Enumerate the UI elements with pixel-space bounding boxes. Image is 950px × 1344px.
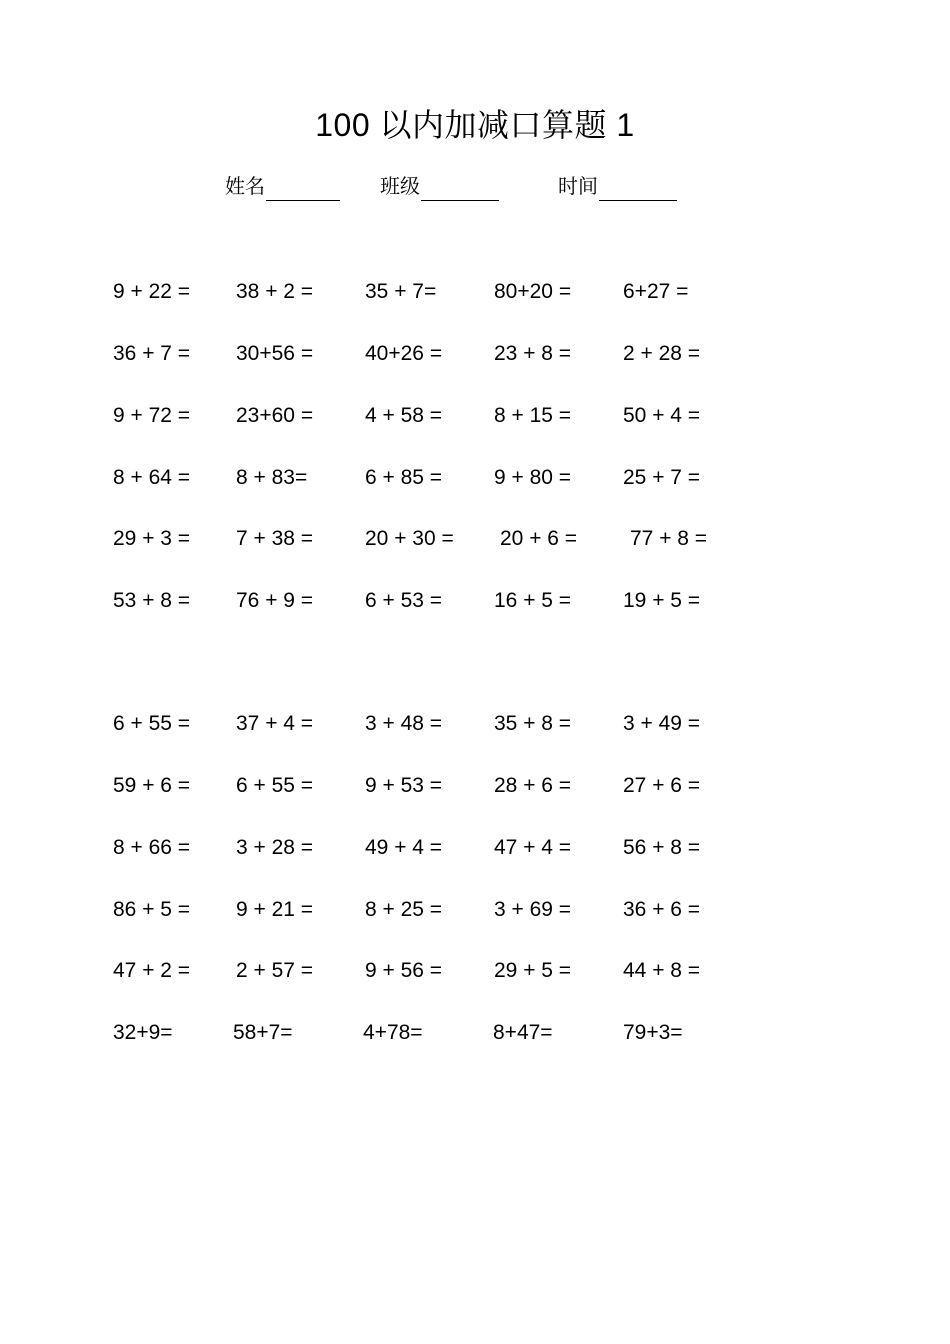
name-field bbox=[225, 168, 340, 204]
problem: 6 + 55 = bbox=[236, 774, 314, 797]
problem: 58+7= bbox=[233, 1021, 293, 1044]
problem: 6 + 55 = bbox=[113, 712, 191, 735]
problem: 19 + 5 = bbox=[623, 589, 701, 612]
problem: 59 + 6 = bbox=[113, 774, 191, 797]
time-field bbox=[558, 168, 677, 204]
name-blank-line[interactable] bbox=[266, 168, 340, 201]
problem: 47 + 2 = bbox=[113, 959, 191, 982]
problem: 40+26 = bbox=[365, 342, 443, 365]
problem: 80+20 = bbox=[494, 280, 572, 303]
problem: 23 + 8 = bbox=[494, 342, 572, 365]
problem: 3 + 48 = bbox=[365, 712, 443, 735]
problem: 30+56 = bbox=[236, 342, 314, 365]
class-blank-line[interactable] bbox=[421, 168, 499, 201]
class-label: 班级 bbox=[380, 174, 420, 198]
problem: 8 + 83= bbox=[236, 466, 308, 489]
problem: 37 + 4 = bbox=[236, 712, 314, 735]
problem: 38 + 2 = bbox=[236, 280, 314, 303]
problem: 32+9= bbox=[113, 1021, 173, 1044]
problem: 9 + 21 = bbox=[236, 898, 314, 921]
problem: 29 + 5 = bbox=[494, 959, 572, 982]
problem: 28 + 6 = bbox=[494, 774, 572, 797]
problem: 86 + 5 = bbox=[113, 898, 191, 921]
problem: 29 + 3 = bbox=[113, 527, 191, 550]
problem: 7 + 38 = bbox=[236, 527, 314, 550]
problem: 6 + 85 = bbox=[365, 466, 443, 489]
problem: 27 + 6 = bbox=[623, 774, 701, 797]
problem: 76 + 9 = bbox=[236, 589, 314, 612]
problem: 8 + 15 = bbox=[494, 404, 572, 427]
problem: 8 + 25 = bbox=[365, 898, 443, 921]
problem: 3 + 49 = bbox=[623, 712, 701, 735]
problem: 8 + 64 = bbox=[113, 466, 191, 489]
problem: 4+78= bbox=[363, 1021, 423, 1044]
problem: 47 + 4 = bbox=[494, 836, 572, 859]
problem: 8 + 66 = bbox=[113, 836, 191, 859]
class-field bbox=[380, 168, 499, 204]
problem: 23+60 = bbox=[236, 404, 314, 427]
problem: 56 + 8 = bbox=[623, 836, 701, 859]
problem: 77 + 8 = bbox=[630, 527, 708, 550]
time-blank-line[interactable] bbox=[599, 168, 677, 201]
problem: 6 + 53 = bbox=[365, 589, 443, 612]
problem: 35 + 7= bbox=[365, 280, 437, 303]
problem: 4 + 58 = bbox=[365, 404, 443, 427]
problem: 8+47= bbox=[493, 1021, 553, 1044]
problem: 9 + 53 = bbox=[365, 774, 443, 797]
problem: 2 + 28 = bbox=[623, 342, 701, 365]
problem: 6+27 = bbox=[623, 280, 689, 303]
problem: 79+3= bbox=[623, 1021, 683, 1044]
problem: 20 + 6 = bbox=[500, 527, 578, 550]
page-title: 100 以内加减口算题 1 bbox=[315, 107, 635, 143]
problem: 53 + 8 = bbox=[113, 589, 191, 612]
problem: 36 + 7 = bbox=[113, 342, 191, 365]
time-label: 时间 bbox=[558, 174, 598, 198]
problem: 9 + 80 = bbox=[494, 466, 572, 489]
problem: 50 + 4 = bbox=[623, 404, 701, 427]
problem: 2 + 57 = bbox=[236, 959, 314, 982]
name-label: 姓名 bbox=[225, 174, 265, 198]
problem: 9 + 72 = bbox=[113, 404, 191, 427]
problem: 9 + 56 = bbox=[365, 959, 443, 982]
problem: 16 + 5 = bbox=[494, 589, 572, 612]
problem: 36 + 6 = bbox=[623, 898, 701, 921]
problem: 20 + 30 = bbox=[365, 527, 454, 550]
problem: 9 + 22 = bbox=[113, 280, 191, 303]
problem: 3 + 69 = bbox=[494, 898, 572, 921]
problem: 44 + 8 = bbox=[623, 959, 701, 982]
problem: 3 + 28 = bbox=[236, 836, 314, 859]
problem: 49 + 4 = bbox=[365, 836, 443, 859]
problem: 35 + 8 = bbox=[494, 712, 572, 735]
problem: 25 + 7 = bbox=[623, 466, 701, 489]
